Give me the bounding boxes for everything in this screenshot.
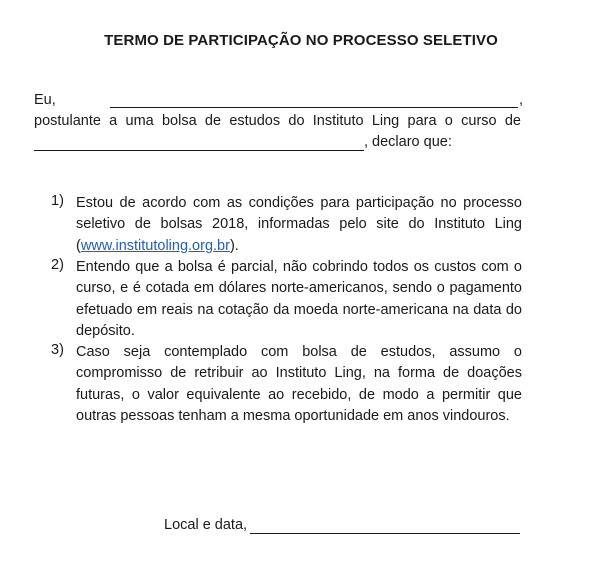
item-row: Entendo que a bolsa é parcial, não cobrindo todos os custos com o [76,259,522,275]
eu-label: Eu, [34,92,56,108]
link-open-paren: ( [76,237,81,254]
item-row [76,236,522,257]
item-number: 2) [51,257,64,273]
item-row: curso, e é cotada em dólares norte-americanos, sendo o pagamento [76,280,522,297]
list-item [76,257,522,343]
link-close-paren: ). [229,237,239,254]
declaro-text: , declaro que: [364,134,452,150]
item-row: futuras, o valor equivalente ao recebido, de modo a permitir que [76,386,522,403]
course-blank-line[interactable] [34,149,364,151]
item-number: 1) [51,193,64,209]
item-row: outras pessoas tenham a mesma oportunidade em anos vindouros. [76,408,510,425]
list-item [76,342,522,428]
name-blank-line[interactable] [110,106,518,108]
item-row: depósito. [76,323,135,340]
item-row: Estou de acordo com as condições para participação no processo [76,195,522,211]
item-row: efetuado em reais na cotação da moeda norte-americana na data do [76,301,522,318]
name-trailing-comma: , [519,92,524,108]
institute-website-link[interactable]: www.institutoling.org.br [80,237,230,254]
document-title: TERMO DE PARTICIPAÇÃO NO PROCESSO SELETIVO [104,32,498,49]
local-data-label: Local e data, [164,517,248,533]
item-row: compromisso de retribuir ao Instituto Ling, na forma de doações [76,365,522,382]
local-data-blank-line[interactable] [250,532,520,534]
item-number: 3) [51,342,64,358]
list-item [76,193,522,257]
intro-postulante-text: postulante a uma bolsa de estudos do Instituto Ling para o curso de [34,113,521,129]
item-row: Caso seja contemplado com bolsa de estudos, assumo o [76,344,522,360]
item-row: seletivo de bolsas 2018, informadas pelo site do Instituto Ling [76,216,522,233]
